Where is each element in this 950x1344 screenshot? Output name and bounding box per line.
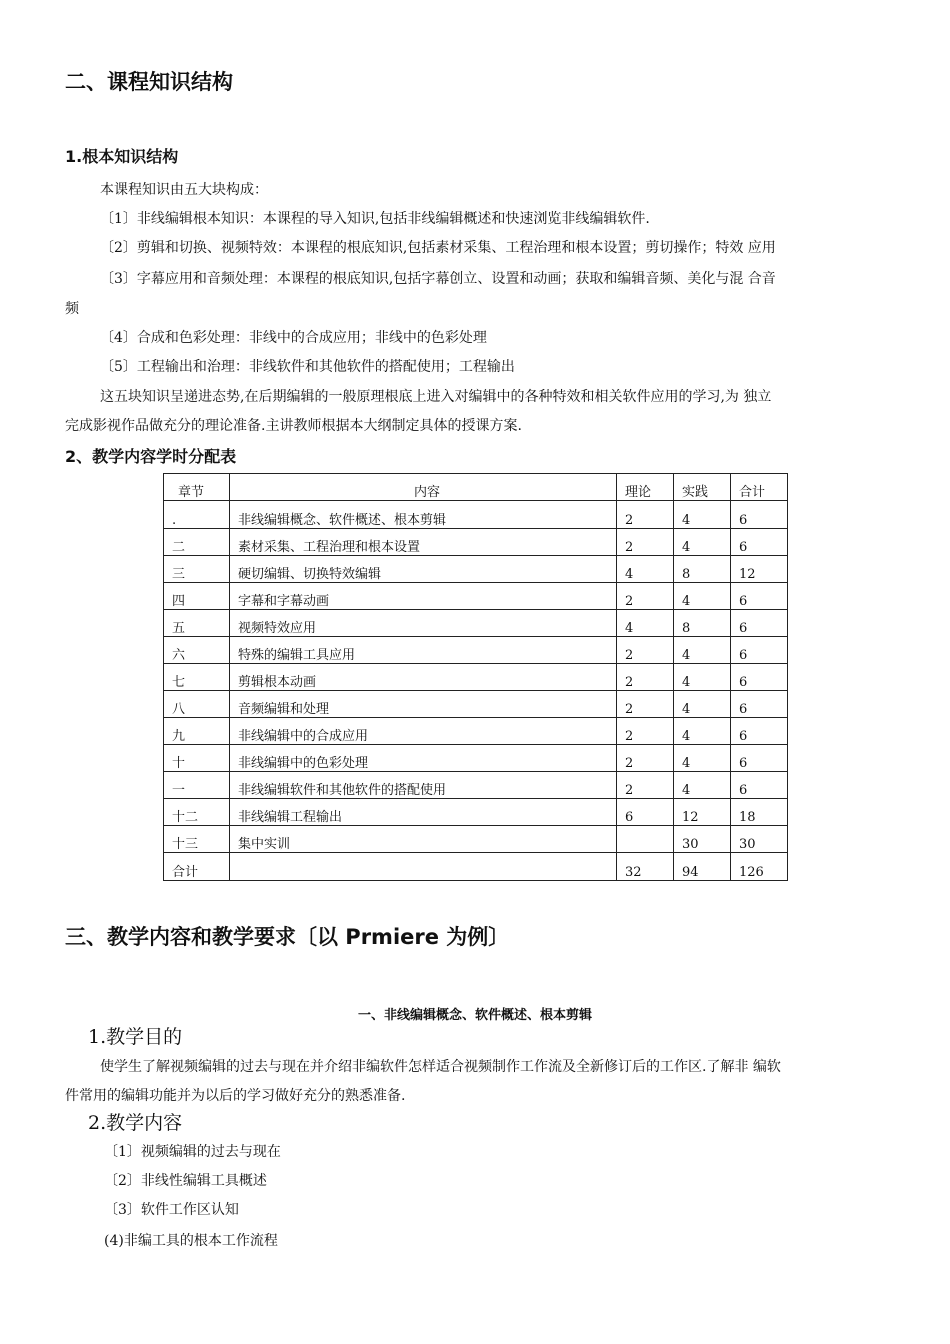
cell-total: 6 — [731, 610, 788, 637]
cell-chapter: 十 — [164, 745, 230, 772]
table-row — [164, 691, 788, 718]
cell-chapter: 八 — [164, 691, 230, 718]
goal-paragraph-line: 使学生了解视频编辑的过去与现在并介绍非编软件怎样适合视频制作工作流及全新修订后的工作区.了解非 编软 — [100, 1059, 781, 1075]
table-row — [164, 501, 788, 529]
table-row — [164, 826, 788, 853]
table-row — [164, 637, 788, 664]
cell-content: 特殊的编辑工具应用 — [230, 637, 617, 664]
cell-theory: 32 — [617, 853, 674, 881]
table-row — [164, 799, 788, 826]
header-total: 合计 — [731, 474, 788, 501]
cell-total: 6 — [731, 664, 788, 691]
cell-content: 素材采集、工程治理和根本设置 — [230, 529, 617, 556]
cell-total: 30 — [731, 826, 788, 853]
table-row — [164, 772, 788, 799]
cell-total: 6 — [731, 529, 788, 556]
cell-total: 6 — [731, 583, 788, 610]
cell-total: 6 — [731, 718, 788, 745]
cell-content: 音频编辑和处理 — [230, 691, 617, 718]
cell-theory: 2 — [617, 529, 674, 556]
cell-content — [230, 853, 617, 881]
cell-content: 视频特效应用 — [230, 610, 617, 637]
header-chapter: 章节 — [164, 474, 230, 501]
cell-total: 6 — [731, 501, 788, 529]
list-item: 〔5〕工程输出和治理：非线软件和其他软件的搭配使用；工程输出 — [100, 359, 515, 375]
table-row — [164, 745, 788, 772]
cell-content: 剪辑根本动画 — [230, 664, 617, 691]
summary-paragraph-line: 完成影视作品做充分的理论准备.主讲教师根据本大纲制定具体的授课方案. — [65, 418, 522, 434]
cell-content: 非线编辑工程输出 — [230, 799, 617, 826]
cell-chapter: 五 — [164, 610, 230, 637]
cell-practice: 4 — [674, 745, 731, 772]
list-item: 〔1〕非线编辑根本知识：本课程的导入知识,包括非线编辑概述和快速浏览非线编辑软件. — [100, 211, 650, 227]
cell-practice: 8 — [674, 610, 731, 637]
cell-chapter: 二 — [164, 529, 230, 556]
cell-total: 6 — [731, 772, 788, 799]
hours-allocation-table — [163, 473, 788, 881]
cell-theory: 2 — [617, 745, 674, 772]
cell-practice: 94 — [674, 853, 731, 881]
cell-content: 字幕和字幕动画 — [230, 583, 617, 610]
cell-chapter: . — [164, 501, 230, 529]
cell-chapter: 九 — [164, 718, 230, 745]
header-content: 内容 — [230, 474, 617, 501]
cell-practice: 4 — [674, 664, 731, 691]
cell-theory: 4 — [617, 610, 674, 637]
cell-theory: 2 — [617, 691, 674, 718]
cell-theory: 2 — [617, 501, 674, 529]
goal-paragraph-line: 件常用的编辑功能并为以后的学习做好充分的熟悉准备. — [65, 1088, 406, 1104]
table-row — [164, 718, 788, 745]
cell-chapter: 七 — [164, 664, 230, 691]
cell-practice: 4 — [674, 637, 731, 664]
cell-chapter: 三 — [164, 556, 230, 583]
table-row — [164, 529, 788, 556]
cell-content: 集中实训 — [230, 826, 617, 853]
cell-chapter: 一 — [164, 772, 230, 799]
table-row — [164, 664, 788, 691]
cell-content: 非线编辑软件和其他软件的搭配使用 — [230, 772, 617, 799]
chapter-title: 一、非线编辑概念、软件概述、根本剪辑 — [357, 1008, 592, 1023]
content-list-item: (4)非编工具的根本工作流程 — [104, 1233, 278, 1249]
cell-theory: 2 — [617, 664, 674, 691]
cell-total: 18 — [731, 799, 788, 826]
cell-practice: 4 — [674, 583, 731, 610]
cell-practice: 8 — [674, 556, 731, 583]
cell-practice: 4 — [674, 691, 731, 718]
cell-content: 非线编辑中的合成应用 — [230, 718, 617, 745]
table-row — [164, 583, 788, 610]
cell-chapter: 十三 — [164, 826, 230, 853]
table-header-row — [164, 474, 788, 501]
section-title-teaching-content: 三、教学内容和教学要求〔以 Prmiere 为例〕 — [65, 925, 510, 949]
list-item-continuation: 频 — [65, 301, 79, 317]
cell-practice: 12 — [674, 799, 731, 826]
content-list-item: 〔3〕软件工作区认知 — [104, 1202, 239, 1218]
cell-practice: 4 — [674, 718, 731, 745]
summary-paragraph-line: 这五块知识呈递进态势,在后期编辑的一般原理根底上进入对编辑中的各种特效和相关软件应用的学习,为 独立 — [100, 389, 772, 405]
cell-total: 6 — [731, 691, 788, 718]
list-item: 〔2〕剪辑和切换、视频特效：本课程的根底知识,包括素材采集、工程治理和根本设置；剪切操作；特效 应用 — [100, 240, 776, 256]
cell-chapter: 十二 — [164, 799, 230, 826]
cell-total: 126 — [731, 853, 788, 881]
cell-theory: 2 — [617, 637, 674, 664]
cell-theory: 2 — [617, 583, 674, 610]
subsection-title-basic-structure: 1.根本知识结构 — [65, 147, 179, 166]
cell-practice: 4 — [674, 529, 731, 556]
cell-content: 非线编辑中的色彩处理 — [230, 745, 617, 772]
cell-total: 6 — [731, 745, 788, 772]
list-item: 〔4〕合成和色彩处理：非线中的合成应用；非线中的色彩处理 — [100, 330, 487, 346]
cell-theory: 4 — [617, 556, 674, 583]
list-item: 〔3〕字幕应用和音频处理：本课程的根底知识,包括字幕创立、设置和动画；获取和编辑音频、美化与混 合音 — [100, 271, 776, 287]
intro-paragraph: 本课程知识由五大块构成： — [100, 182, 268, 198]
cell-chapter: 四 — [164, 583, 230, 610]
cell-content: 硬切编辑、切换特效编辑 — [230, 556, 617, 583]
cell-practice: 30 — [674, 826, 731, 853]
subsection-title-hours-table: 2、教学内容学时分配表 — [65, 447, 237, 466]
content-list-item: 〔1〕视频编辑的过去与现在 — [104, 1144, 281, 1160]
table-row — [164, 556, 788, 583]
cell-practice: 4 — [674, 772, 731, 799]
header-theory: 理论 — [617, 474, 674, 501]
cell-practice: 4 — [674, 501, 731, 529]
teaching-goal-heading: 1.教学目的 — [88, 1026, 183, 1048]
content-list-item: 〔2〕非线性编辑工具概述 — [104, 1173, 267, 1189]
section-title-knowledge-structure: 二、课程知识结构 — [65, 70, 233, 94]
cell-theory — [617, 826, 674, 853]
cell-theory: 2 — [617, 772, 674, 799]
teaching-content-heading: 2.教学内容 — [88, 1112, 183, 1134]
cell-total: 12 — [731, 556, 788, 583]
cell-chapter: 六 — [164, 637, 230, 664]
cell-theory: 2 — [617, 718, 674, 745]
header-practice: 实践 — [674, 474, 731, 501]
table-row — [164, 610, 788, 637]
cell-content: 非线编辑概念、软件概述、根本剪辑 — [230, 501, 617, 529]
cell-theory: 6 — [617, 799, 674, 826]
cell-total: 6 — [731, 637, 788, 664]
table-row — [164, 853, 788, 881]
cell-chapter: 合计 — [164, 853, 230, 881]
